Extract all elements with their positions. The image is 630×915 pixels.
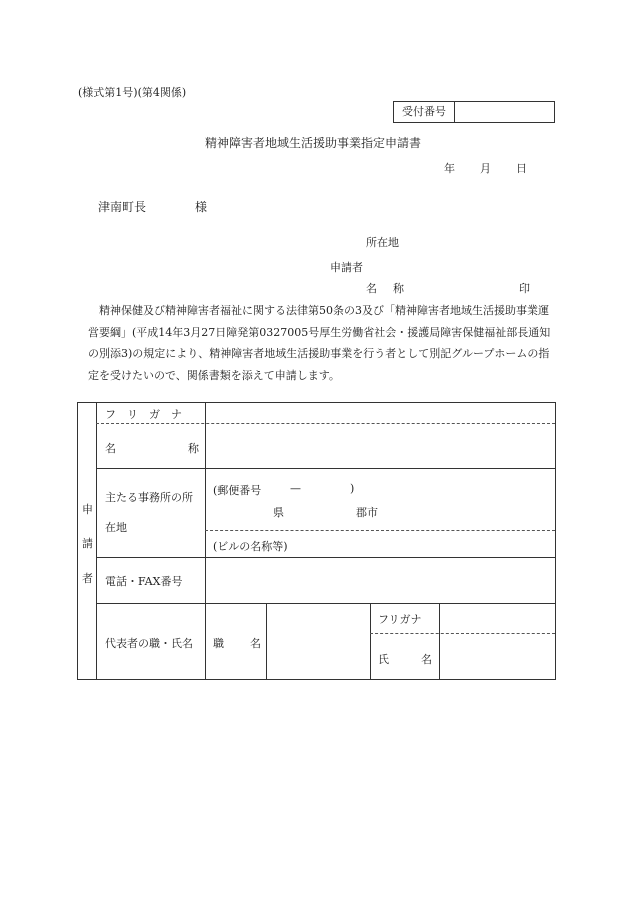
rep-furigana-label: フリガナ (378, 613, 422, 626)
rep-furigana-field[interactable] (440, 604, 554, 632)
addressee-name: 津南町長 (98, 200, 147, 214)
applicant-name-label-2: 称 (393, 282, 404, 295)
applicant-info-table (77, 402, 556, 680)
applicant-name-label-1: 名 (366, 282, 377, 295)
applicant-location-label: 所在地 (366, 236, 399, 249)
rep-name-label-a: 氏 (378, 653, 389, 666)
county-city-label: 郡市 (356, 506, 378, 519)
side-label-char-1: 申 (82, 503, 93, 516)
application-body-text: 精神保健及び精神障害者福祉に関する法律第50条の3及び「精神障害者地域生活援助事業運営要綱」(平成14年3月27日障発第0327005号厚生労働省社会・援護局障害保健福祉部長通知の別添3)の規定により、精神障害者地域生活援助事業を行う者として別記グループホームの指定を受けたいので、関係書類を添えて申請します。 (88, 304, 551, 382)
rep-name-label-b: 名 (421, 653, 432, 666)
tel-fax-label: 電話・FAX番号 (105, 575, 183, 588)
receipt-number-field[interactable] (455, 102, 554, 122)
postal-code-close: ) (350, 482, 355, 495)
furigana-field[interactable] (206, 404, 554, 422)
building-name-field[interactable] (308, 531, 554, 556)
form-number: (様式第1号)(第4関係) (78, 86, 187, 99)
building-name-label: (ビルの名称等) (213, 540, 288, 553)
position-field[interactable] (267, 604, 369, 678)
date-year-label: 年 (444, 162, 455, 175)
applicant-label: 申請者 (330, 261, 363, 274)
furigana-label: フ リ ガ ナ (105, 408, 182, 421)
name-label-b: 称 (188, 442, 199, 455)
addressee-suffix: 様 (195, 200, 208, 214)
name-field[interactable] (206, 425, 554, 467)
date-month-label: 月 (480, 162, 491, 175)
receipt-number-box (393, 101, 555, 123)
office-address-field[interactable] (206, 469, 554, 529)
office-label-line-2: 在地 (105, 521, 127, 534)
document-title: 精神障害者地域生活援助事業指定申請書 (205, 136, 422, 150)
prefecture-label: 県 (273, 506, 284, 519)
office-label-line-1: 主たる事務所の所 (105, 491, 193, 504)
postal-code-dash: — (290, 482, 301, 495)
name-label-a: 名 (105, 442, 116, 455)
tel-fax-field[interactable] (206, 558, 554, 602)
seal-mark: 印 (519, 282, 530, 295)
side-label-char-3: 者 (82, 572, 93, 585)
date-day-label: 日 (516, 162, 527, 175)
position-label-b: 名 (250, 637, 261, 650)
position-label-a: 職 (213, 637, 224, 650)
rep-name-field[interactable] (440, 635, 554, 678)
side-label-char-2: 請 (82, 537, 93, 550)
receipt-number-label: 受付番号 (394, 102, 455, 122)
representative-label: 代表者の職・氏名 (105, 637, 193, 650)
postal-code-label: (郵便番号 (213, 484, 262, 497)
